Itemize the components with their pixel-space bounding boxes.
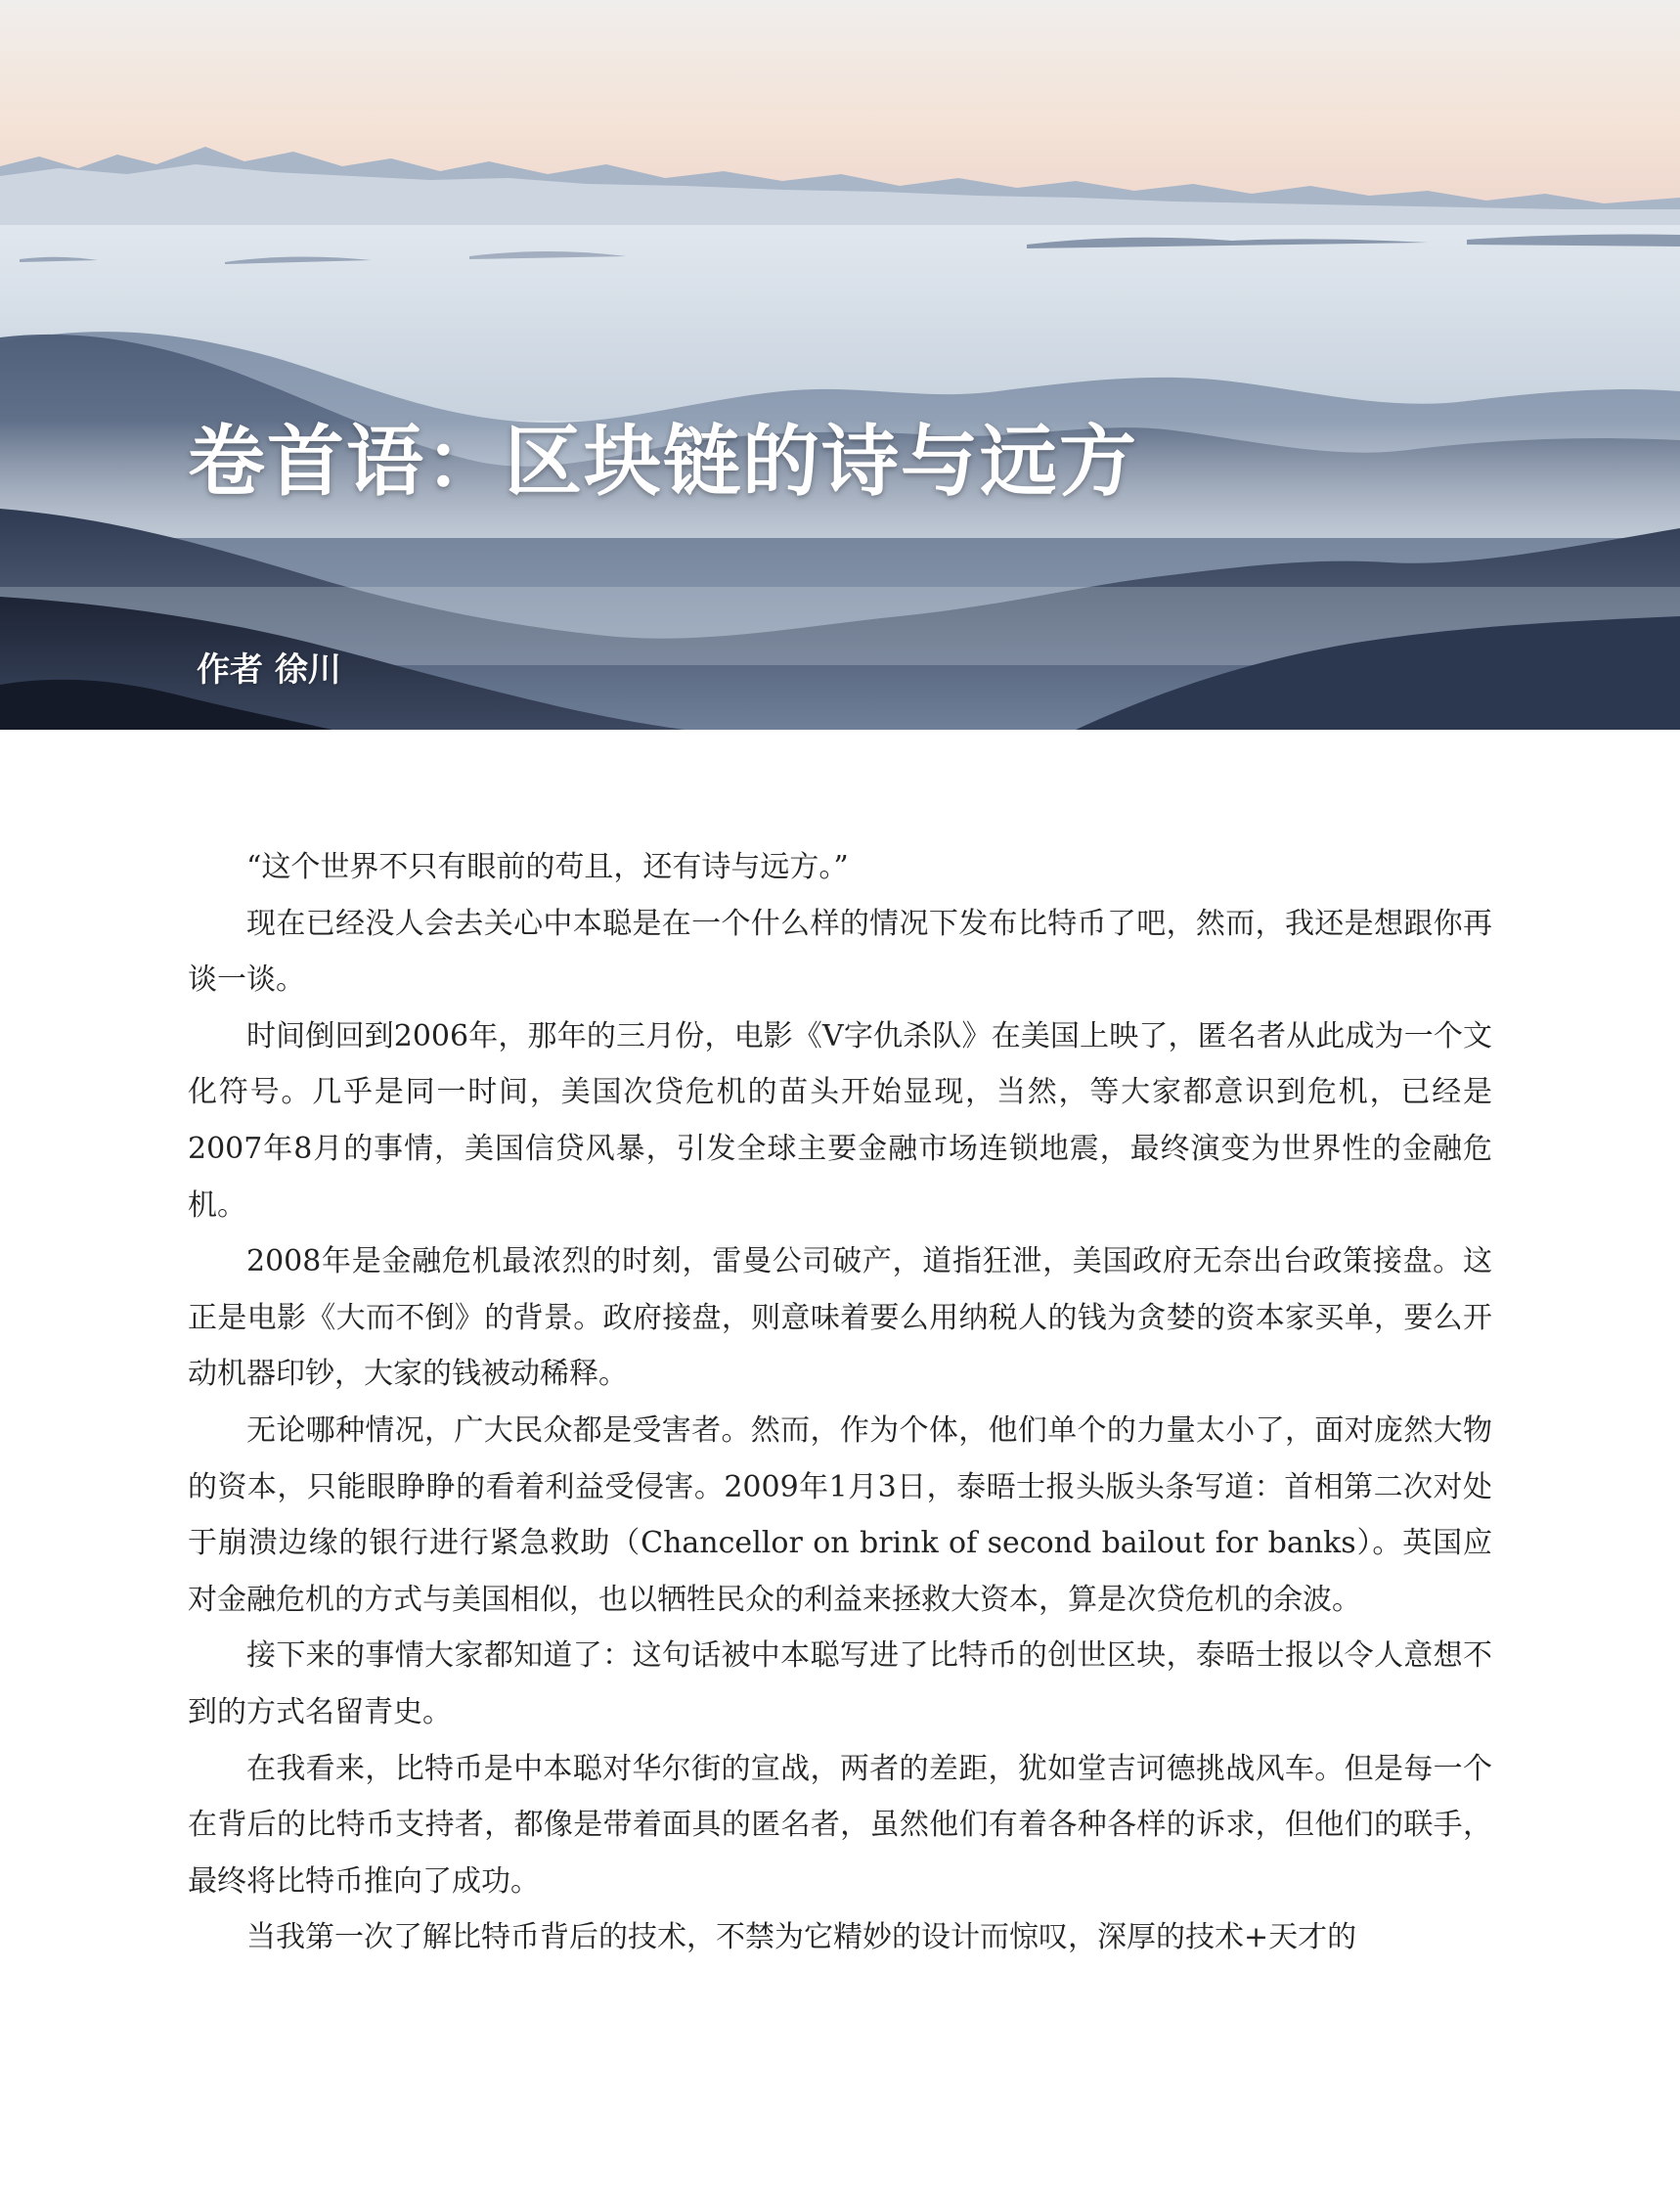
- article-body: [188, 839, 1492, 1966]
- mountain-landscape-image: [0, 0, 1680, 730]
- hero-banner: [0, 0, 1680, 730]
- paragraph: 接下来的事情大家都知道了：这句话被中本聪写进了比特币的创世区块，泰晤士报以令人意想不到的方式名留青史。: [188, 1638, 1492, 1729]
- paragraph: 当我第一次了解比特币背后的技术，不禁为它精妙的设计而惊叹，深厚的技术+天才的: [246, 1920, 1357, 1955]
- paragraph: 2008年是金融危机最浓烈的时刻，雷曼公司破产，道指狂泄，美国政府无奈出台政策接盘。这正是电影《大而不倒》的背景。政府接盘，则意味着要么用纳税人的钱为贪婪的资本家买单，要么开动机器印钞，大家的钱被动稀释。: [188, 1244, 1492, 1392]
- page-title: 卷首语：区块链的诗与远方: [188, 416, 1138, 507]
- paragraph: 时间倒回到2006年，那年的三月份，电影《V字仇杀队》在美国上映了，匿名者从此成为一个文化符号。几乎是同一时间，美国次贷危机的苗头开始显现，当然，等大家都意识到危机，已经是2007年8月的事情，美国信贷风暴，引发全球主要金融市场连锁地震，最终演变为世界性的金融危机。: [188, 1018, 1492, 1223]
- author-byline: 作者 徐川: [197, 650, 341, 690]
- paragraph: “这个世界不只有眼前的苟且，还有诗与远方。”: [246, 850, 849, 884]
- paragraph: 在我看来，比特币是中本聪对华尔街的宣战，两者的差距，犹如堂吉诃德挑战风车。但是每一个在背后的比特币支持者，都像是带着面具的匿名者，虽然他们有着各种各样的诉求，但他们的联手，最终将比特币推向了成功。: [188, 1751, 1492, 1899]
- paragraph: 无论哪种情况，广大民众都是受害者。然而，作为个体，他们单个的力量太小了，面对庞然大物的资本，只能眼睁睁的看着利益受侵害。2009年1月3日，泰晤士报头版头条写道：首相第二次对处于崩溃边缘的银行进行紧急救助（Chancellor on brink of second bailout for banks）。英国应对金融危机的方式与美国相似，也以牺牲民众的利益来拯救大资本，算是次贷危机的余波。: [188, 1412, 1492, 1617]
- paragraph: 现在已经没人会去关心中本聪是在一个什么样的情况下发布比特币了吧，然而，我还是想跟你再谈一谈。: [188, 906, 1492, 998]
